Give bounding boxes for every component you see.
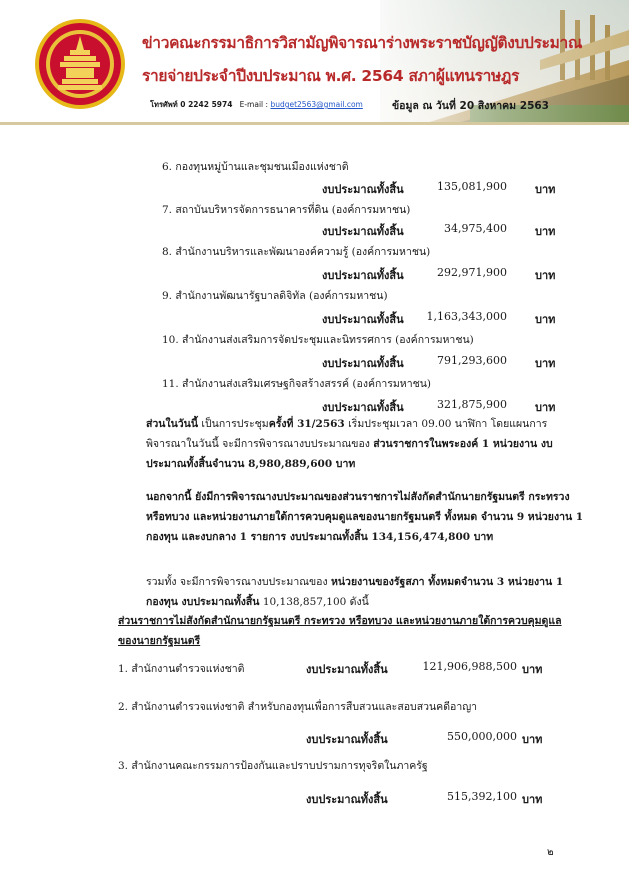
unit-baht: บาท: [535, 401, 556, 414]
para1-text2: เริ่มประชุมเวลา 09.00 นาฬิกา โดยแผนการพิจารณาในวันนี้ จะมีการพิจารณางบประมาณของ: [146, 418, 548, 450]
amount-item-9: 1,163,343,000: [426, 310, 507, 323]
budget-amount-3: 515,392,100: [447, 790, 517, 803]
unit-baht: บาท: [535, 357, 556, 370]
page-number: ๒: [547, 847, 554, 858]
budget-amount-1: 121,906,988,500: [422, 660, 517, 673]
email-label: E-mail :: [239, 100, 269, 109]
header-title-line2: รายจ่ายประจำปีงบประมาณ พ.ศ. 2564 สภาผู้แทนราษฎร: [142, 67, 520, 85]
agency-item-10: 10. สำนักงานส่งเสริมการจัดประชุมและนิทรรศการ (องค์การมหาชน): [162, 334, 474, 346]
unit-baht: บาท: [535, 183, 556, 196]
agency-item-8: 8. สำนักงานบริหารและพัฒนาองค์ความรู้ (องค์การมหาชน): [162, 246, 431, 258]
amount-item-6: 135,081,900: [437, 180, 507, 193]
total-label: งบประมาณทั้งสิ้น: [322, 269, 404, 282]
total-label: งบประมาณทั้งสิ้น: [322, 313, 404, 326]
header-title-line1: ข่าวคณะกรรมาธิการวิสามัญพิจารณาร่างพระราชบัญญัติงบประมาณ: [142, 34, 583, 52]
unit-baht: บาท: [522, 663, 543, 676]
total-label: งบประมาณทั้งสิ้น: [322, 357, 404, 370]
total-label: งบประมาณทั้งสิ้น: [322, 225, 404, 238]
total-label: งบประมาณทั้งสิ้น: [306, 793, 388, 806]
as-of-date: ข้อมูล ณ วันที่ 20 สิงหาคม 2563: [392, 100, 549, 112]
para3-text1: รวมทั้ง จะมีการพิจารณางบประมาณของ: [146, 576, 331, 588]
unit-baht: บาท: [535, 313, 556, 326]
para1-bold-tail: ส่วนราชการในพระองค์ 1 หน่วยงาน งบประมาณทั้งสิ้นจำนวน 8,980,889,600 บาท: [146, 438, 553, 470]
additional-budget-paragraph: นอกจากนี้ ยังมีการพิจารณางบประมาณของส่วนราชการไม่สังกัดสำนักนายกรัฐมนตรี กระทรวง หรือทบวง และหน่วยงานภายใต้การควบคุมดูแลของนายกรัฐมนตรี ทั้งหมด จำนวน 9 หน่วยงาน 1 กองทุน และงบกลาง 1 รายการ งบประมาณทั้งสิ้น 134,156,474,800 บาท: [146, 491, 584, 543]
total-label: งบประมาณทั้งสิ้น: [322, 401, 404, 414]
agency-item-9: 9. สำนักงานพัฒนารัฐบาลดิจิทัล (องค์การมหาชน): [162, 290, 388, 302]
budget-item-1: 1. สำนักงานตำรวจแห่งชาติ: [118, 663, 245, 675]
section-heading: ส่วนราชการไม่สังกัดสำนักนายกรัฐมนตรี กระทรวง หรือทบวง และหน่วยงานภายใต้การควบคุมดูแลของนายกรัฐมนตรี: [118, 615, 562, 647]
unit-baht: บาท: [522, 733, 543, 746]
budget-item-2: 2. สำนักงานตำรวจแห่งชาติ สำหรับกองทุนเพื่อการสืบสวนและสอบสวนคดีอาญา: [118, 701, 478, 713]
email-link[interactable]: budget2563@gmail.com: [270, 100, 363, 109]
parliament-emblem-icon: [34, 18, 126, 110]
amount-item-10: 791,293,600: [437, 354, 507, 367]
total-label: งบประมาณทั้งสิ้น: [322, 183, 404, 196]
total-label: งบประมาณทั้งสิ้น: [306, 663, 388, 676]
phone-text: โทรศัพท์ 0 2242 5974: [150, 100, 233, 109]
amount-item-7: 34,975,400: [444, 222, 507, 235]
unit-baht: บาท: [535, 225, 556, 238]
parliament-budget-paragraph: [118, 572, 586, 612]
agency-item-7: 7. สถาบันบริหารจัดการธนาคารที่ดิน (องค์การมหาชน): [162, 204, 411, 216]
total-label: งบประมาณทั้งสิ้น: [306, 733, 388, 746]
meeting-summary-paragraph: [118, 414, 586, 474]
agency-item-11: 11. สำนักงานส่งเสริมเศรษฐกิจสร้างสรรค์ (องค์การมหาชน): [162, 378, 431, 390]
contact-info: [150, 99, 363, 111]
amount-item-11: 321,875,900: [437, 398, 507, 411]
para1-lead: ส่วนในวันนี้: [146, 418, 199, 430]
unit-baht: บาท: [535, 269, 556, 282]
para1-text1: เป็นการประชุม: [198, 418, 269, 430]
agency-item-6: 6. กองทุนหมู่บ้านและชุมชนเมืองแห่งชาติ: [162, 161, 349, 173]
page-header: [0, 0, 629, 125]
amount-item-8: 292,971,900: [437, 266, 507, 279]
para3-bold: หน่วยงานของรัฐสภา ทั้งหมดจำนวน 3 หน่วยงาน 1 กองทุน งบประมาณทั้งสิ้น: [146, 576, 564, 608]
para3-text2: 10,138,857,100 ดังนี้: [259, 596, 369, 608]
budget-item-3: 3. สำนักงานคณะกรรมการป้องกันและปราบปรามการทุจริตในภาครัฐ: [118, 760, 428, 772]
meeting-number: ครั้งที่ 31/2563: [268, 418, 345, 430]
budget-amount-2: 550,000,000: [447, 730, 517, 743]
unit-baht: บาท: [522, 793, 543, 806]
